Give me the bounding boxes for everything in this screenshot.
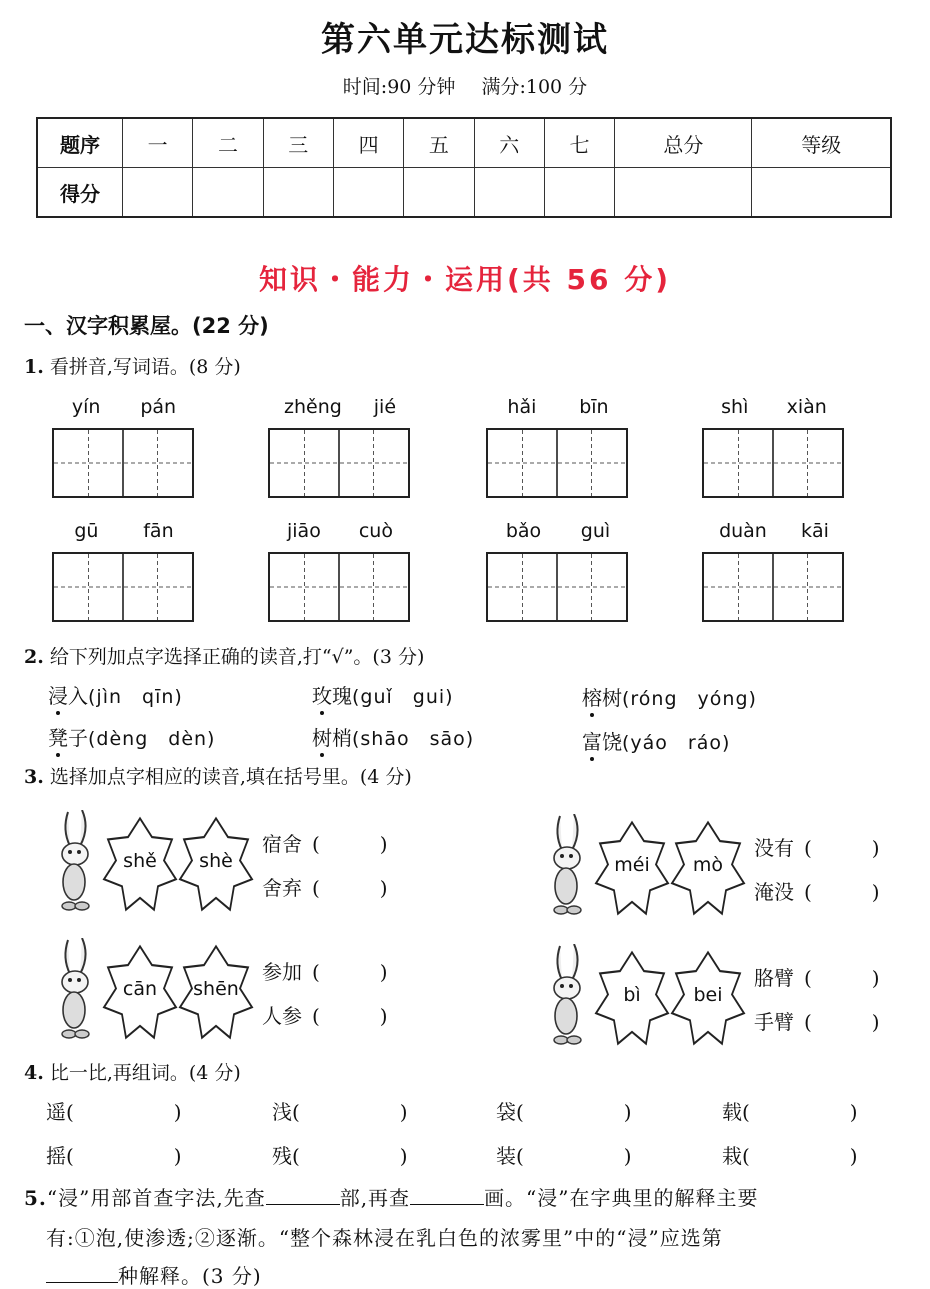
star-badge <box>594 950 670 1046</box>
question-text: 给下列加点字选择正确的读音,打“√”。(3 分) <box>49 646 425 668</box>
word-answer-row <box>754 962 880 991</box>
pinyin-syllable: yín <box>71 396 101 418</box>
compare-word-item <box>722 1096 858 1125</box>
answer-paren[interactable]: ( ) <box>516 1100 632 1124</box>
word-with-dot: 胳臂 <box>754 966 794 990</box>
score-cell[interactable] <box>615 168 752 218</box>
question-text: 选择加点字相应的读音,填在括号里。(4 分) <box>49 766 412 788</box>
bunny-icon <box>548 944 592 1052</box>
word-with-dot: 淹没 <box>754 880 794 904</box>
bunny-icon <box>548 814 592 922</box>
dotted-char: 浸 <box>48 680 68 709</box>
writing-grid[interactable] <box>702 552 844 622</box>
word-answer-row <box>262 1000 388 1029</box>
star-pinyin: bì <box>623 984 641 1006</box>
dotted-char: 富 <box>582 726 602 755</box>
answer-blank[interactable] <box>410 1186 484 1205</box>
bunny-icon <box>56 810 100 918</box>
page-title: 第六单元达标测试 <box>321 20 609 60</box>
compare-word-item <box>496 1096 632 1125</box>
word-answer-row <box>754 832 880 861</box>
question-5 <box>24 1182 759 1211</box>
answer-paren[interactable]: ( ) <box>312 832 388 856</box>
word-with-dot: 手臂 <box>754 1010 794 1034</box>
dotted-char: 凳 <box>48 722 68 751</box>
question-number: 3. <box>24 766 44 788</box>
pinyin-syllable: kāi <box>800 520 829 542</box>
question-2 <box>24 642 424 669</box>
pinyin-options[interactable]: (dèng dèn) <box>88 728 216 750</box>
pinyin-syllable: gū <box>74 520 99 542</box>
answer-paren[interactable]: ( ) <box>804 1010 880 1034</box>
writing-grid[interactable] <box>52 552 194 622</box>
pinyin-syllable: cuò <box>358 520 393 542</box>
pronunciation-item <box>312 680 454 709</box>
pinyin-syllable: bīn <box>579 396 609 418</box>
word-with-dot: 参加 <box>262 960 302 984</box>
writing-grid[interactable] <box>486 428 628 498</box>
pinyin-options[interactable]: (yáo ráo) <box>622 732 731 754</box>
answer-paren[interactable]: ( ) <box>292 1144 408 1168</box>
writing-grid[interactable] <box>268 552 410 622</box>
star-pinyin: bei <box>693 984 723 1006</box>
star-badge <box>178 816 254 912</box>
word-char: 入 <box>68 684 88 708</box>
word-answer-row <box>754 1006 880 1035</box>
question-text: 看拼音,写词语。(8 分) <box>49 356 241 378</box>
pinyin-label <box>268 520 412 542</box>
question-text: 比一比,再组词。(4 分) <box>49 1062 241 1084</box>
full-score: 满分:100 分 <box>481 76 588 98</box>
word-char: 瑰 <box>332 684 352 708</box>
word-answer-row <box>262 828 388 857</box>
answer-paren[interactable]: ( ) <box>312 960 388 984</box>
writing-grid[interactable] <box>702 428 844 498</box>
answer-paren[interactable]: ( ) <box>804 880 880 904</box>
question-text: 画。“浸”在字典里的解释主要 <box>484 1186 759 1210</box>
score-table-col: 四 <box>333 118 403 168</box>
score-cell[interactable] <box>123 168 193 218</box>
word-with-dot: 没有 <box>754 836 794 860</box>
star-pinyin: cān <box>122 978 158 1000</box>
pinyin-options[interactable]: (róng yóng) <box>622 688 757 710</box>
pinyin-label <box>486 396 630 418</box>
word-answer-row <box>262 872 388 901</box>
pinyin-label <box>268 396 412 418</box>
score-table-row-label: 题序 <box>37 118 123 168</box>
star-pinyin: shě <box>123 850 157 872</box>
pronunciation-item <box>582 726 730 755</box>
word-with-dot: 舍弃 <box>262 876 302 900</box>
word-char: 饶 <box>602 730 622 754</box>
question-number: 1. <box>24 356 44 378</box>
star-badge <box>670 950 746 1046</box>
compare-char: 浅 <box>272 1100 292 1124</box>
star-badge <box>102 944 178 1040</box>
score-table-col: 六 <box>474 118 544 168</box>
writing-grid[interactable] <box>268 428 410 498</box>
word-with-dot: 人参 <box>262 1004 302 1028</box>
pronunciation-item <box>48 680 183 709</box>
score-table-row-label: 得分 <box>37 168 123 218</box>
compare-char: 遥 <box>46 1100 66 1124</box>
pinyin-label <box>52 520 196 542</box>
question-text: 有:①泡,使渗透;②逐渐。“整个森林浸在乳白色的浓雾里”中的“浸”应选第 <box>46 1226 723 1250</box>
answer-paren[interactable]: ( ) <box>804 836 880 860</box>
score-cell[interactable] <box>404 168 474 218</box>
compare-word-item <box>496 1140 632 1169</box>
pinyin-syllable: zhěng <box>283 396 342 418</box>
word-answer-row <box>262 956 388 985</box>
word-with-dot: 宿舍 <box>262 832 302 856</box>
pinyin-syllable: hǎi <box>507 396 537 418</box>
star-pinyin: mò <box>692 854 724 876</box>
pinyin-syllable: shì <box>721 396 749 418</box>
writing-grid[interactable] <box>52 428 194 498</box>
score-table-score-row <box>37 168 891 218</box>
answer-paren[interactable]: ( ) <box>516 1144 632 1168</box>
score-cell[interactable] <box>752 168 891 218</box>
compare-char: 载 <box>722 1100 742 1124</box>
score-table-col: 一 <box>123 118 193 168</box>
compare-char: 摇 <box>46 1144 66 1168</box>
score-cell[interactable] <box>474 168 544 218</box>
compare-word-item <box>46 1096 182 1125</box>
pinyin-label <box>52 396 196 418</box>
score-table <box>36 117 892 218</box>
compare-char: 残 <box>272 1144 292 1168</box>
pinyin-label <box>486 520 630 542</box>
question-number: 2. <box>24 646 44 668</box>
answer-paren[interactable]: ( ) <box>804 966 880 990</box>
word-answer-row <box>754 876 880 905</box>
part-heading: 一、汉字积累屋。(22 分) <box>24 314 269 338</box>
question-4 <box>24 1058 241 1085</box>
star-badge <box>594 820 670 916</box>
question-number: 5. <box>24 1186 47 1210</box>
star-badge <box>178 944 254 1040</box>
star-badge <box>670 820 746 916</box>
pronunciation-item <box>48 722 215 751</box>
compare-char: 栽 <box>722 1144 742 1168</box>
pinyin-options[interactable]: (shāo sāo) <box>352 728 475 750</box>
word-char: 梢 <box>332 726 352 750</box>
compare-word-item <box>722 1140 858 1169</box>
answer-paren[interactable]: ( ) <box>66 1100 182 1124</box>
score-cell[interactable] <box>544 168 614 218</box>
pinyin-syllable: duàn <box>719 520 767 542</box>
score-cell[interactable] <box>263 168 333 218</box>
writing-grid[interactable] <box>486 552 628 622</box>
answer-blank[interactable] <box>266 1186 340 1205</box>
answer-paren[interactable]: ( ) <box>312 876 388 900</box>
compare-word-item <box>272 1140 408 1169</box>
pinyin-label <box>702 396 846 418</box>
pinyin-syllable: guì <box>580 520 611 542</box>
answer-paren[interactable]: ( ) <box>742 1100 858 1124</box>
pinyin-syllable: bǎo <box>505 520 542 542</box>
answer-paren[interactable]: ( ) <box>742 1144 858 1168</box>
score-table-col: 三 <box>263 118 333 168</box>
score-table-col: 五 <box>404 118 474 168</box>
pinyin-options[interactable]: (guǐ gui) <box>352 686 454 708</box>
question-number: 4. <box>24 1062 44 1084</box>
pinyin-syllable: fān <box>143 520 174 542</box>
score-cell[interactable] <box>193 168 263 218</box>
question-5-last-line <box>46 1260 262 1289</box>
answer-paren[interactable]: ( ) <box>312 1004 388 1028</box>
score-table-col: 等级 <box>752 118 891 168</box>
section-title: 知识・能力・运用(共 56 分) <box>258 263 672 296</box>
question-1 <box>24 352 241 379</box>
pronunciation-item <box>312 722 474 751</box>
pronunciation-item <box>582 682 757 711</box>
question-3 <box>24 762 412 789</box>
question-text: 部,再查 <box>339 1186 411 1210</box>
answer-paren[interactable]: ( ) <box>66 1144 182 1168</box>
question-text: 种解释。(3 分) <box>118 1264 262 1288</box>
compare-word-item <box>272 1096 408 1125</box>
dotted-char: 树 <box>312 722 332 751</box>
time-limit: 时间:90 分钟 <box>342 76 456 98</box>
score-table-col: 七 <box>544 118 614 168</box>
bunny-icon <box>56 938 100 1046</box>
pinyin-syllable: pán <box>140 396 177 418</box>
star-pinyin: méi <box>614 854 650 876</box>
pinyin-syllable: jiāo <box>287 520 321 542</box>
star-pinyin: shè <box>199 850 233 872</box>
score-cell[interactable] <box>333 168 403 218</box>
exam-info <box>0 72 930 99</box>
compare-char: 装 <box>496 1144 516 1168</box>
dotted-char: 榕 <box>582 682 602 711</box>
compare-word-item <box>46 1140 182 1169</box>
compare-char: 袋 <box>496 1100 516 1124</box>
score-table-col: 二 <box>193 118 263 168</box>
score-table-col: 总分 <box>615 118 752 168</box>
pinyin-syllable: xiàn <box>786 396 827 418</box>
answer-paren[interactable]: ( ) <box>292 1100 408 1124</box>
star-badge <box>102 816 178 912</box>
word-char: 子 <box>68 726 88 750</box>
word-char: 树 <box>602 686 622 710</box>
score-table-header-row <box>37 118 891 168</box>
answer-blank[interactable] <box>46 1264 118 1283</box>
pinyin-syllable: jié <box>373 396 397 418</box>
question-text: “浸”用部首查字法,先查 <box>46 1186 266 1210</box>
star-pinyin: shēn <box>193 978 239 1000</box>
pinyin-options[interactable]: (jìn qīn) <box>88 686 183 708</box>
pinyin-label <box>702 520 846 542</box>
dotted-char: 玫 <box>312 680 332 709</box>
